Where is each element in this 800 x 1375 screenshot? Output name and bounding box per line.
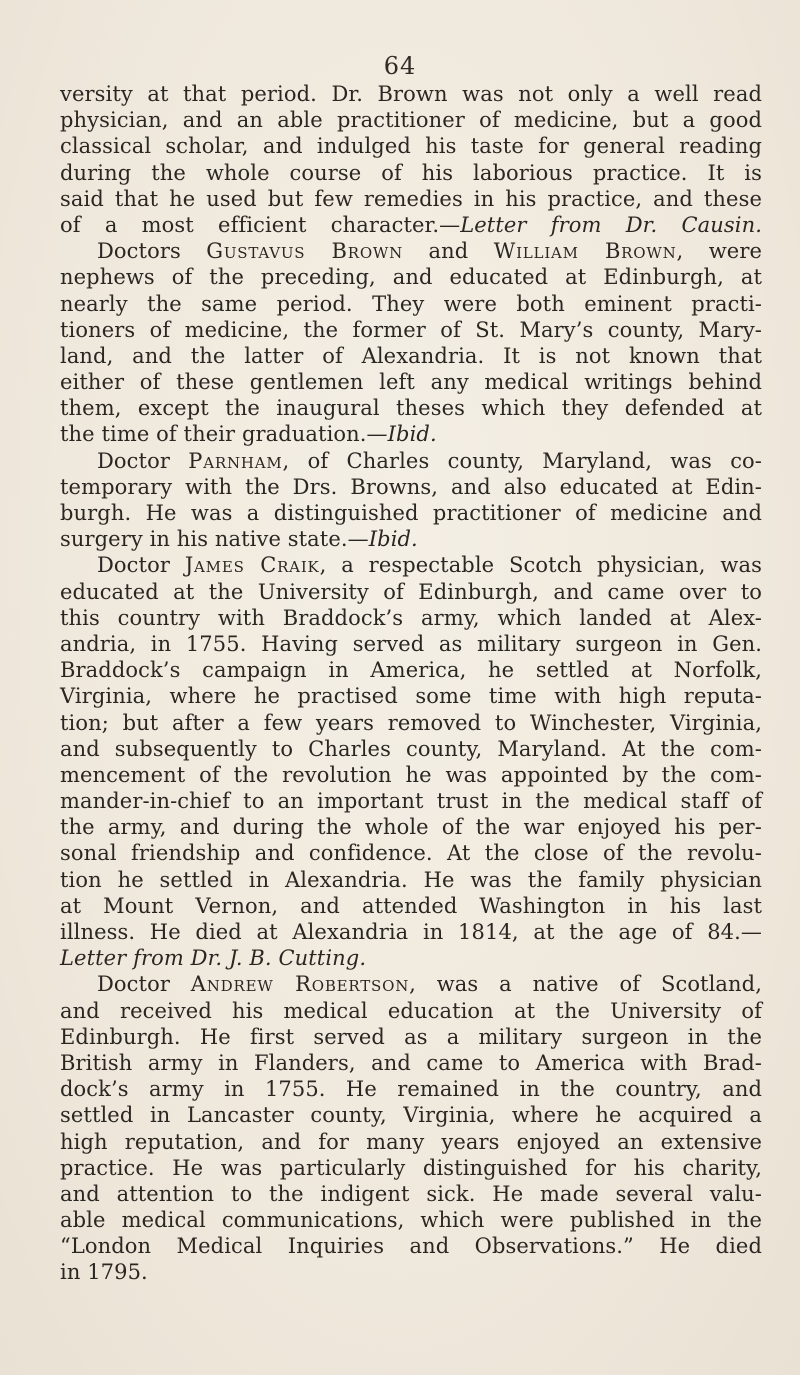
text-line: physician, and an able practitioner of medicine, but a good (60, 108, 762, 133)
text-line: this country with Braddock’s army, which landed at Alex- (60, 605, 762, 630)
text-run: surgery in his native state.— (60, 527, 369, 552)
text-line: settled in Lancaster county, Virginia, where he acquired a (60, 1103, 762, 1128)
text-line: illness. He died at Alexandria in 1814, at the age of 84.— (60, 920, 762, 944)
text-line (60, 421, 762, 447)
text-line: either of these gentlemen left any medical writings behind (60, 370, 762, 395)
text-run: Doctor (97, 448, 189, 473)
text-line: able medical communications, which were published in the (60, 1208, 762, 1233)
text-line: land, and the latter of Alexandria. It is not known that (60, 343, 762, 368)
name-william-brown: William Brown (493, 239, 677, 264)
text-line: British army in Flanders, and came to America with Brad- (60, 1050, 762, 1075)
text-run: , was a native of Scotland, (409, 972, 762, 997)
text-line: them, except the inaugural theses which they defended at (60, 396, 762, 421)
text-line: Braddock’s campaign in America, he settled at Norfolk, (60, 658, 762, 683)
paragraph-start-parnham (60, 448, 762, 474)
text-line (60, 526, 762, 552)
text-run: , a respectable Scotch physician, was (319, 553, 762, 578)
text-line: nearly the same period. They were both eminent practi- (60, 291, 762, 316)
citation-ibid: Ibid. (387, 422, 437, 447)
page-number: 64 (383, 52, 417, 80)
text-line: versity at that period. Dr. Brown was not only a well read (60, 82, 762, 106)
text-line: in 1795. (60, 1260, 148, 1285)
name-parnham: Parnham (188, 448, 283, 473)
text-line: high reputation, and for many years enjoyed an extensive (60, 1129, 762, 1154)
text-line: classical scholar, and indulged his taste for general reading (60, 134, 762, 159)
paragraph-start-robertson (60, 971, 762, 997)
text-line: burgh. He was a distinguished practitioner of medicine and (60, 501, 762, 525)
text-line: said that he used but few remedies in his practice, and these (60, 186, 762, 211)
text-run: the time of their graduation.— (60, 422, 388, 447)
text-line: tioners of medicine, the former of St. Mary’s county, Mary- (60, 317, 762, 342)
text-run: , were (676, 239, 762, 264)
text-line: mander-in-chief to an important trust in the medical staff of (60, 789, 762, 814)
text-line: the army, and during the whole of the war enjoyed his per- (60, 815, 762, 840)
text-line: Virginia, where he practised some time with high reputa- (60, 684, 762, 709)
text-run: Doctors (97, 239, 207, 264)
paragraph-start-browns (60, 238, 762, 264)
citation-letter-cutting: Letter from Dr. J. B. Cutting. (60, 946, 367, 971)
text-line (60, 212, 762, 238)
text-line: Edinburgh. He first served as a military surgeon in the (60, 1024, 762, 1049)
text-line: and received his medical education at the University of (60, 998, 762, 1023)
text-line: tion he settled in Alexandria. He was the family physician (60, 867, 762, 892)
text-line: sonal friendship and confidence. At the close of the revolu- (60, 841, 762, 866)
text-line: practice. He was particularly distinguished for his charity, (60, 1155, 762, 1180)
text-run: and (403, 239, 494, 264)
text-run: , of Charles county, Maryland, was co- (282, 448, 762, 473)
name-james-craik: James Craik (184, 553, 320, 578)
text-line: at Mount Vernon, and attended Washington in his last (60, 893, 762, 918)
text-line: dock’s army in 1755. He remained in the country, and (60, 1077, 762, 1102)
text-line: andria, in 1755. Having served as military surgeon in Gen. (60, 631, 762, 656)
text-line: and subsequently to Charles county, Maryland. At the com- (60, 736, 762, 761)
paragraph-start-craik (60, 552, 762, 578)
text-run: Doctor (97, 553, 185, 578)
text-run: Doctor (97, 972, 191, 997)
citation-letter-causin: Letter from Dr. Causin. (460, 212, 762, 237)
text-line: and attention to the indigent sick. He made several valu- (60, 1181, 762, 1206)
name-andrew-robertson: Andrew Robertson (190, 972, 410, 997)
text-line: “London Medical Inquiries and Observations.” He died (60, 1234, 762, 1259)
text-line: nephews of the preceding, and educated at Edinburgh, at (60, 265, 762, 290)
text-run: of a most efficient character.— (60, 212, 461, 237)
citation-ibid: Ibid. (368, 527, 418, 552)
text-line: mencement of the revolution he was appointed by the com- (60, 762, 762, 787)
text-line: tion; but after a few years removed to Winchester, Virginia, (60, 710, 762, 735)
text-line: during the whole course of his laborious practice. It is (60, 160, 762, 185)
name-gustavus-brown: Gustavus Brown (206, 239, 404, 264)
text-line: educated at the University of Edinburgh, and came over to (60, 579, 762, 604)
text-line: temporary with the Drs. Browns, and also educated at Edin- (60, 474, 762, 499)
body-text (60, 81, 762, 1286)
